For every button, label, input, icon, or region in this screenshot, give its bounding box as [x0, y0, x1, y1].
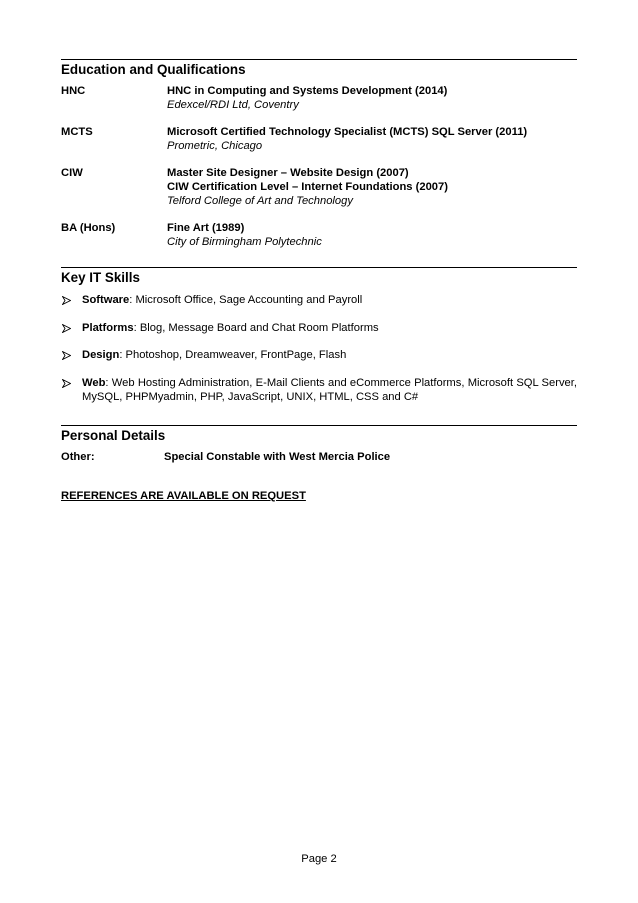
personal-divider: [61, 425, 577, 426]
skills-divider: [61, 267, 577, 268]
skills-section: [61, 267, 577, 405]
qualification-title: Master Site Designer – Website Design (2007): [167, 167, 409, 179]
education-divider: [61, 59, 577, 60]
arrow-bullet-icon: [62, 324, 71, 333]
skill-details: : Photoshop, Dreamweaver, FrontPage, Flash: [119, 349, 347, 361]
arrow-bullet-icon: [62, 296, 71, 305]
qualification-title: Microsoft Certified Technology Specialist (MCTS) SQL Server (2011): [167, 126, 528, 138]
personal-row: [61, 450, 577, 464]
skill-item: [61, 293, 577, 308]
qualification-row: [61, 125, 577, 153]
references-note: REFERENCES ARE AVAILABLE ON REQUEST: [61, 490, 306, 502]
qualification-label: BA (Hons): [61, 222, 116, 234]
qualification-label: CIW: [61, 167, 83, 179]
qualification-label: HNC: [61, 85, 86, 97]
personal-value: Special Constable with West Mercia Police: [164, 451, 391, 463]
skills-title: Key IT Skills: [61, 270, 140, 285]
qualification-title: HNC in Computing and Systems Development (2014): [167, 85, 448, 97]
personal-title: Personal Details: [61, 428, 166, 443]
personal-label: Other:: [61, 451, 95, 463]
skill-details: : Web Hosting Administration, E-Mail Clients and eCommerce Platforms, Microsoft SQL Server, MySQL, PHPMyadmin, PHP, JavaScript, UNIX, HTML, CSS and C#: [82, 376, 577, 403]
skill-item: [61, 321, 577, 336]
skill-name: Design: [82, 349, 120, 361]
qualification-institution: Prometric, Chicago: [167, 140, 263, 152]
qualification-institution: Edexcel/RDI Ltd, Coventry: [167, 99, 299, 111]
skill-item: [61, 348, 577, 363]
resume-page: [61, 0, 577, 903]
page-number: Page 2: [301, 853, 337, 865]
qualification-institution: City of Birmingham Polytechnic: [167, 236, 322, 248]
education-section: [61, 59, 577, 249]
skill-name: Web: [82, 376, 106, 389]
education-title: Education and Qualifications: [61, 62, 246, 77]
qualification-institution: Telford College of Art and Technology: [167, 195, 353, 207]
arrow-bullet-icon: [62, 351, 71, 360]
qualification-row: [61, 221, 577, 249]
qualification-row: [61, 84, 577, 112]
personal-section: [61, 425, 577, 464]
arrow-bullet-icon: [62, 379, 71, 388]
skill-name: Software: [82, 294, 130, 306]
qualification-label: MCTS: [61, 126, 93, 138]
qualification-title: CIW Certification Level – Internet Foundations (2007): [167, 181, 448, 193]
skill-name: Platforms: [82, 321, 134, 334]
qualification-title: Fine Art (1989): [167, 222, 245, 234]
skill-details: : Microsoft Office, Sage Accounting and Payroll: [129, 294, 363, 306]
qualification-row: [61, 166, 577, 208]
skill-details: : Blog, Message Board and Chat Room Platforms: [133, 321, 379, 334]
skill-item: [61, 376, 577, 405]
